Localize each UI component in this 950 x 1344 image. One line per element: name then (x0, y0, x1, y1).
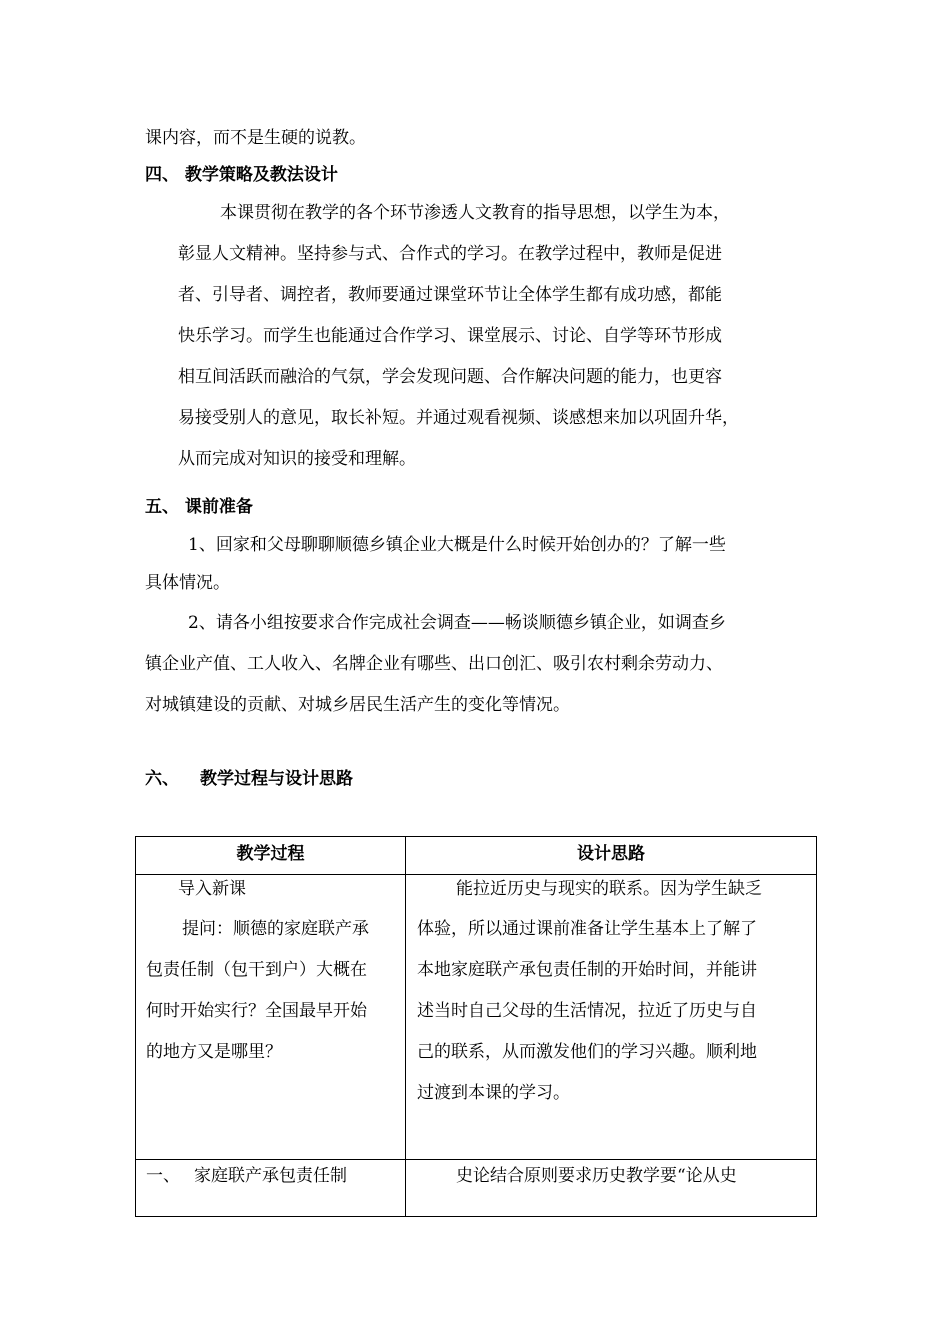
table-row (136, 875, 817, 1160)
paragraph-line: 易接受别人的意见，取长补短。并通过观看视频、谈感想来加以巩固升华， (178, 408, 739, 428)
cell-line: 述当时自己父母的生活情况，拉近了历史与自 (417, 1001, 757, 1021)
paragraph-line: 1、回家和父母聊聊顺德乡镇企业大概是什么时候开始创办的？了解一些 (188, 535, 726, 555)
cell-line: 本地家庭联产承包责任制的开始时间，并能讲 (417, 960, 757, 980)
cell-line: 的地方又是哪里？ (146, 1042, 282, 1062)
table-cell (406, 875, 817, 1160)
table-cell (136, 875, 406, 1160)
paragraph-line: 具体情况。 (145, 573, 230, 593)
paragraph-line: 课内容，而不是生硬的说教。 (145, 128, 366, 148)
cell-line: 何时开始实行？全国最早开始 (146, 1001, 367, 1021)
table-header-cell (406, 837, 817, 875)
section-heading: 四、 教学策略及教法设计 (145, 165, 338, 185)
teaching-plan-table (135, 836, 817, 1217)
cell-line: 提问：顺德的家庭联产承 (182, 919, 369, 939)
table-cell (136, 1160, 406, 1217)
section-heading: 教学过程与设计思路 (200, 769, 353, 789)
column-header-design: 设计思路 (577, 844, 645, 864)
column-header-process: 教学过程 (236, 844, 305, 864)
cell-line: 史论结合原则要求历史教学要“论从史 (456, 1166, 737, 1186)
paragraph-line: 本课贯彻在教学的各个环节渗透人文教育的指导思想，以学生为本， (220, 203, 730, 223)
paragraph-line: 从而完成对知识的接受和理解。 (178, 449, 416, 469)
paragraph-line: 对城镇建设的贡献、对城乡居民生活产生的变化等情况。 (145, 695, 570, 715)
table-cell (406, 1160, 817, 1217)
cell-line: 包责任制（包干到户）大概在 (146, 960, 367, 980)
paragraph-line: 镇企业产值、工人收入、名牌企业有哪些、出口创汇、吸引农村剩余劳动力、 (145, 654, 723, 674)
paragraph-line: 快乐学习。而学生也能通过合作学习、课堂展示、讨论、自学等环节形成 (178, 326, 722, 346)
paragraph-line: 彰显人文精神。坚持参与式、合作式的学习。在教学过程中，教师是促进 (178, 244, 722, 264)
cell-line: 过渡到本课的学习。 (417, 1083, 570, 1103)
paragraph-line: 相互间活跃而融洽的气氛，学会发现问题、合作解决问题的能力，也更容 (178, 367, 722, 387)
table-header-row (136, 837, 817, 875)
paragraph-line: 者、引导者、调控者，教师要通过课堂环节让全体学生都有成功感，都能 (178, 285, 722, 305)
cell-line: 己的联系，从而激发他们的学习兴趣。顺利地 (417, 1042, 757, 1062)
cell-line: 体验，所以通过课前准备让学生基本上了解了 (417, 919, 757, 939)
table-header-cell (136, 837, 406, 875)
table-row (136, 1160, 817, 1217)
section-heading-number: 六、 (145, 769, 179, 789)
cell-line-number: 一、 (146, 1166, 180, 1186)
section-heading: 五、 课前准备 (145, 497, 253, 517)
cell-line: 家庭联产承包责任制 (194, 1166, 347, 1186)
cell-line: 导入新课 (178, 879, 246, 899)
paragraph-line: 2、请各小组按要求合作完成社会调查——畅谈顺德乡镇企业，如调查乡 (188, 613, 726, 633)
cell-line: 能拉近历史与现实的联系。因为学生缺乏 (456, 879, 762, 899)
